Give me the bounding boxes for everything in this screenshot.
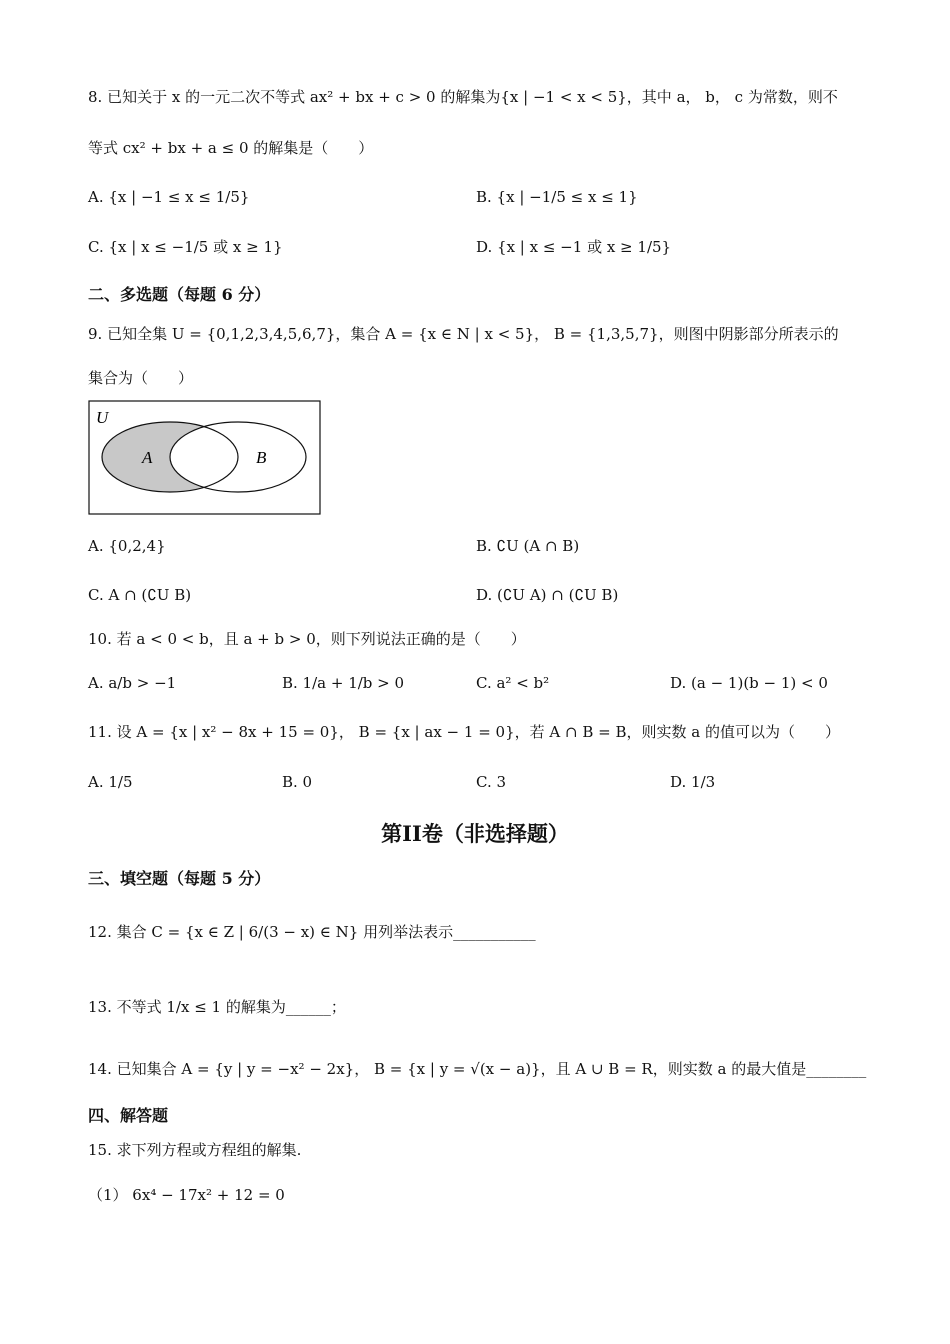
part-2-title: 第II卷（非选择题） [381,821,569,846]
q10-option-d: D. (a − 1)(b − 1) < 0 [670,674,828,692]
q10-option-c: C. a² < b² [476,674,550,692]
q11-line: 11. 设 A = {x | x² − 8x + 15 = 0}， B = {x | ax − 1 = 0}，若 A ∩ B = B，则实数 a 的值可以为（ ） [88,723,840,741]
q10-option-a: A. a/b > −1 [88,674,177,692]
q8-line1: 8. 已知关于 x 的一元二次不等式 ax² + bx + c > 0 的解集为{x | −1 < x < 5}，其中 a， b， c 为常数，则不 [88,88,838,106]
venn-label-a: A [142,448,153,467]
section-4-heading: 四、解答题 [88,1106,169,1125]
q8-option-a: A. {x | −1 ≤ x ≤ 1/5} [88,188,250,206]
venn-label-u: U [96,408,109,427]
q8-option-c: C. {x | x ≤ −1/5 或 x ≥ 1} [88,238,283,256]
q12-line: 12. 集合 C = {x ∈ Z | 6/(3 − x) ∈ N} 用列举法表示___________ [88,923,536,941]
q11-option-a: A. 1/5 [88,773,133,791]
q11-option-c: C. 3 [476,773,507,791]
q15-line: 15. 求下列方程或方程组的解集. [88,1141,302,1159]
q11-option-d: D. 1/3 [670,773,716,791]
q8-option-d: D. {x | x ≤ −1 或 x ≥ 1/5} [476,238,672,256]
venn-label-b: B [256,448,267,467]
q8-line2: 等式 cx² + bx + a ≤ 0 的解集是（ ） [88,139,374,157]
q9-option-d: D. (∁U A) ∩ (∁U B) [476,586,619,604]
q13-line: 13. 不等式 1/x ≤ 1 的解集为______； [88,998,346,1016]
venn-diagram [88,400,322,516]
q15-sub1: （1） 6x⁴ − 17x² + 12 = 0 [88,1186,285,1204]
q9-line1: 9. 已知全集 U = {0,1,2,3,4,5,6,7}，集合 A = {x ∈ N | x < 5}， B = {1,3,5,7}，则图中阴影部分所表示的 [88,325,839,343]
q8-option-b: B. {x | −1/5 ≤ x ≤ 1} [476,188,638,206]
q10-option-b: B. 1/a + 1/b > 0 [282,674,405,692]
q10-line: 10. 若 a < 0 < b，且 a + b > 0，则下列说法正确的是（ ） [88,630,526,648]
q9-option-c: C. A ∩ (∁U B) [88,586,192,604]
q11-option-b: B. 0 [282,773,313,791]
section-2-heading: 二、多选题（每题 6 分） [88,285,271,304]
q9-line2: 集合为（ ） [88,369,194,387]
section-3-heading: 三、填空题（每题 5 分） [88,869,271,888]
q9-option-b: B. ∁U (A ∩ B) [476,537,580,555]
q9-option-a: A. {0,2,4} [88,537,166,555]
q14-line: 14. 已知集合 A = {y | y = −x² − 2x}， B = {x | y = √(x − a)}，且 A ∪ B = R，则实数 a 的最大值是________ [88,1060,867,1078]
